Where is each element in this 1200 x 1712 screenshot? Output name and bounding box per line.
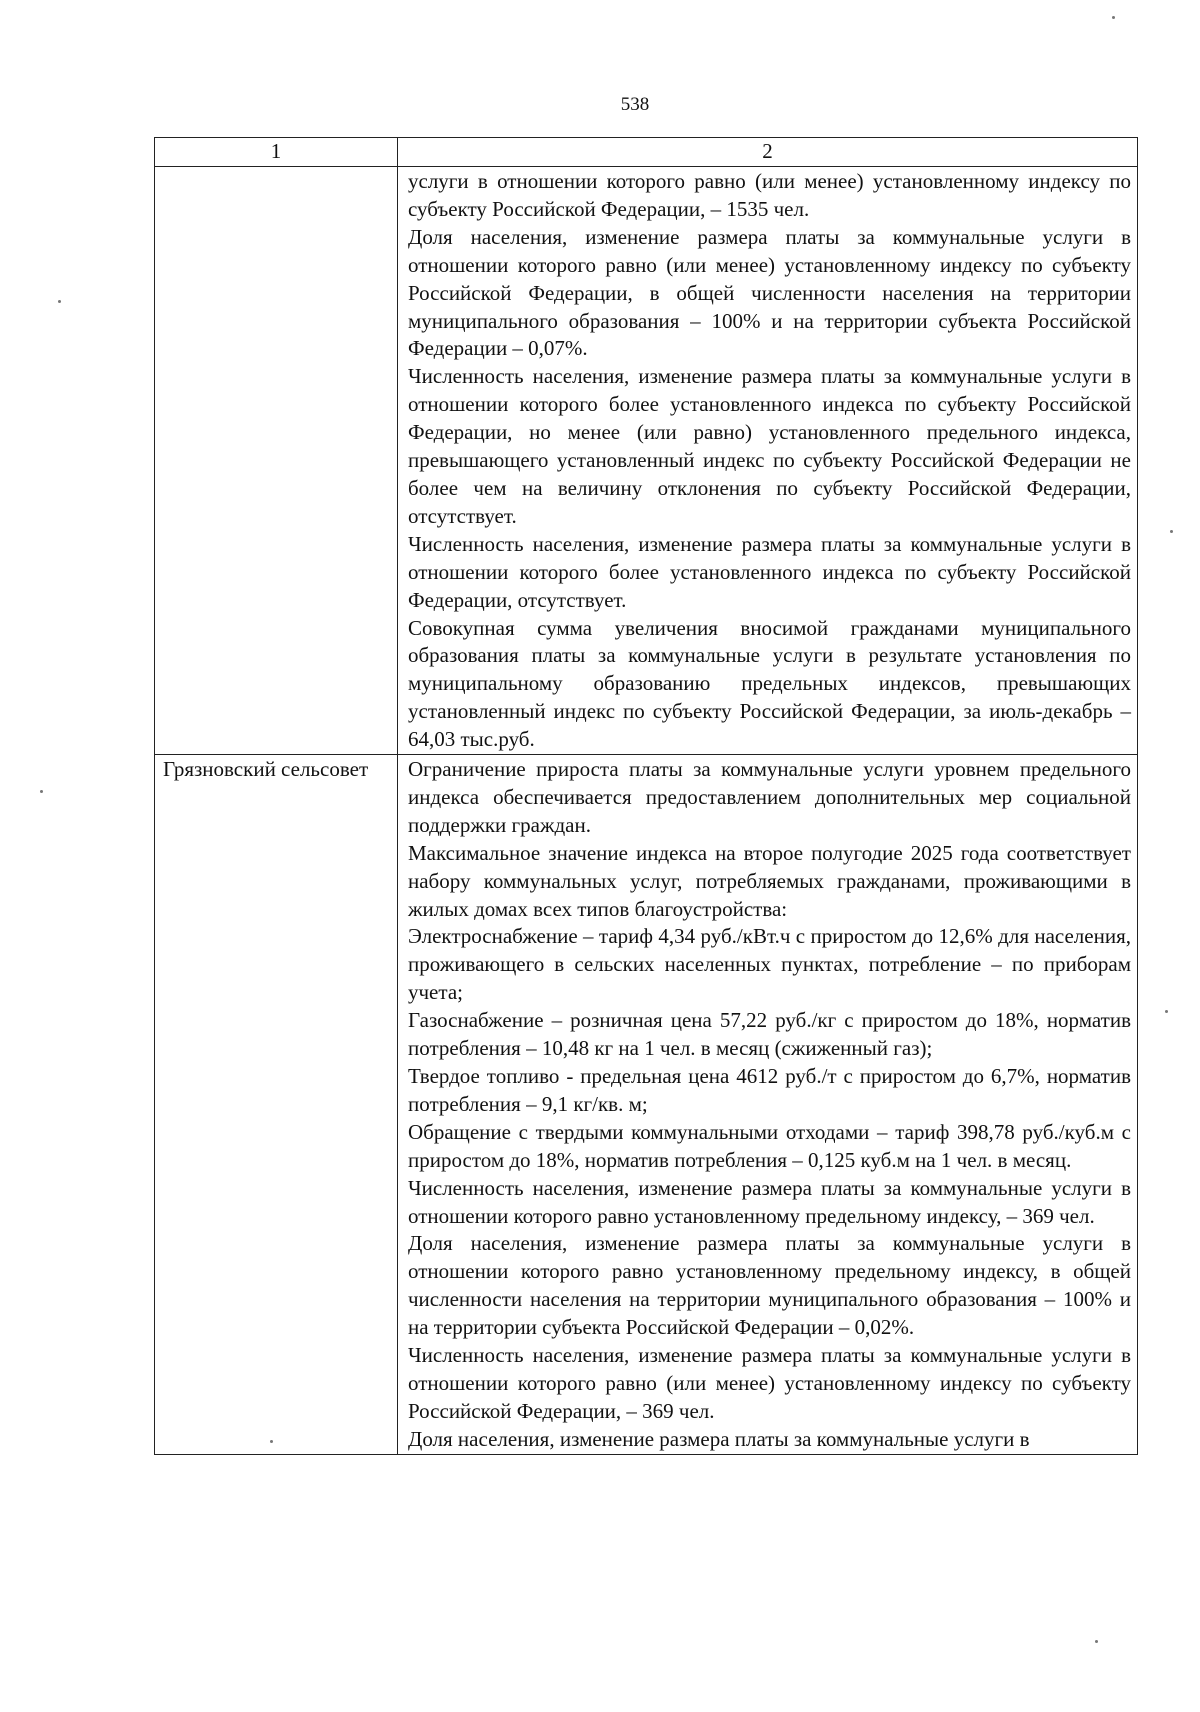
column-header-1: 1 — [155, 138, 398, 167]
description-paragraph: Численность населения, изменение размера платы за коммунальные услуги в отношении которого равно установленному предельному индексу, – 369 чел. — [408, 1175, 1131, 1228]
column-header-2: 2 — [398, 138, 1138, 167]
description-paragraph: Доля населения, изменение размера платы за коммунальные услуги в отношении которого равно (или менее) установленному индексу по субъекту Российской Федерации, в общей численности населения на территории муниципального образования – 100% и на территории субъекта Российской Федерации – 0,07%. — [408, 224, 1131, 361]
description-paragraph: Доля населения, изменение размера платы за коммунальные услуги в отношении которого равно установленному предельному индексу, в общей численности населения на территории муниципального образования – 100% и на территории субъекта Российской Федерации – 0,02%. — [408, 1231, 1131, 1340]
description-paragraph: Твердое топливо - предельная цена 4612 руб./т с приростом до 6,7%, норматив потребления – 9,1 кг/кв. м; — [408, 1064, 1131, 1116]
description-paragraph: Численность населения, изменение размера платы за коммунальные услуги в отношении которого более установленного индекса по субъекту Российской Федерации, но менее (или равно) установленного предельного индекса, превышающего установленный индекс по субъекту Российской Федерации не более чем на величину отклонения по субъекту Российской Федерации, отсутствует. — [408, 364, 1131, 528]
scan-speck — [58, 300, 61, 303]
description-paragraph: Совокупная сумма увеличения вносимой гражданами муниципального образования платы за коммунальные услуги в результате установления по муниципальному образованию предельных индексов, превышающих установленный индекс по субъекту Российской Федерации, за июль-декабрь – 64,03 тыс.руб. — [408, 615, 1131, 752]
description-paragraph: Электроснабжение – тариф 4,34 руб./кВт.ч с приростом до 12,6% для населения, проживающего в сельских населенных пунктах, потребление – по приборам учета; — [408, 924, 1131, 1005]
scan-speck — [40, 790, 43, 793]
description-paragraph: Ограничение прироста платы за коммунальные услуги уровнем предельного индекса обеспечивается предоставлением дополнительных мер социальной поддержки граждан. — [408, 757, 1131, 837]
municipality-name-cell — [155, 167, 398, 755]
page-number: 538 — [620, 94, 650, 115]
description-paragraph: Обращение с твердыми коммунальными отходами – тариф 398,78 руб./куб.м с приростом до 18%, норматив потребления – 0,125 куб.м на 1 чел. в месяц. — [408, 1119, 1131, 1172]
scan-speck — [270, 1440, 273, 1443]
description-cell — [398, 755, 1138, 1455]
description-cell — [398, 167, 1138, 755]
scan-speck — [1170, 530, 1173, 533]
description-paragraph: Численность населения, изменение размера платы за коммунальные услуги в отношении которого более установленного индекса по субъекту Российской Федерации, отсутствует. — [408, 531, 1131, 612]
description-paragraph: Газоснабжение – розничная цена 57,22 руб./кг с приростом до 18%, норматив потребления – 10,48 кг на 1 чел. в месяц (сжиженный газ); — [408, 1008, 1131, 1061]
scan-speck — [1165, 1010, 1168, 1013]
description-paragraph: Численность населения, изменение размера платы за коммунальные услуги в отношении которого равно (или менее) установленному индексу по субъекту Российской Федерации, – 369 чел. — [408, 1343, 1131, 1423]
table-row — [155, 167, 1138, 755]
scan-speck — [1112, 16, 1115, 19]
description-paragraph: Доля населения, изменение размера платы за коммунальные услуги в — [408, 1426, 1030, 1451]
description-paragraph: Максимальное значение индекса на второе полугодие 2025 года соответствует набору коммунальных услуг, потребляемых гражданами, проживающими в жилых домах всех типов благоустройства: — [408, 840, 1131, 921]
table-row — [155, 755, 1138, 1455]
table-header-row — [155, 138, 1138, 167]
description-paragraph: услуги в отношении которого равно (или менее) установленному индексу по субъекту Российской Федерации, – 1535 чел. — [408, 169, 1131, 221]
municipality-name-cell: Грязновский сельсовет — [155, 755, 398, 1455]
scan-speck — [1095, 1640, 1098, 1643]
data-table — [154, 137, 1138, 1455]
